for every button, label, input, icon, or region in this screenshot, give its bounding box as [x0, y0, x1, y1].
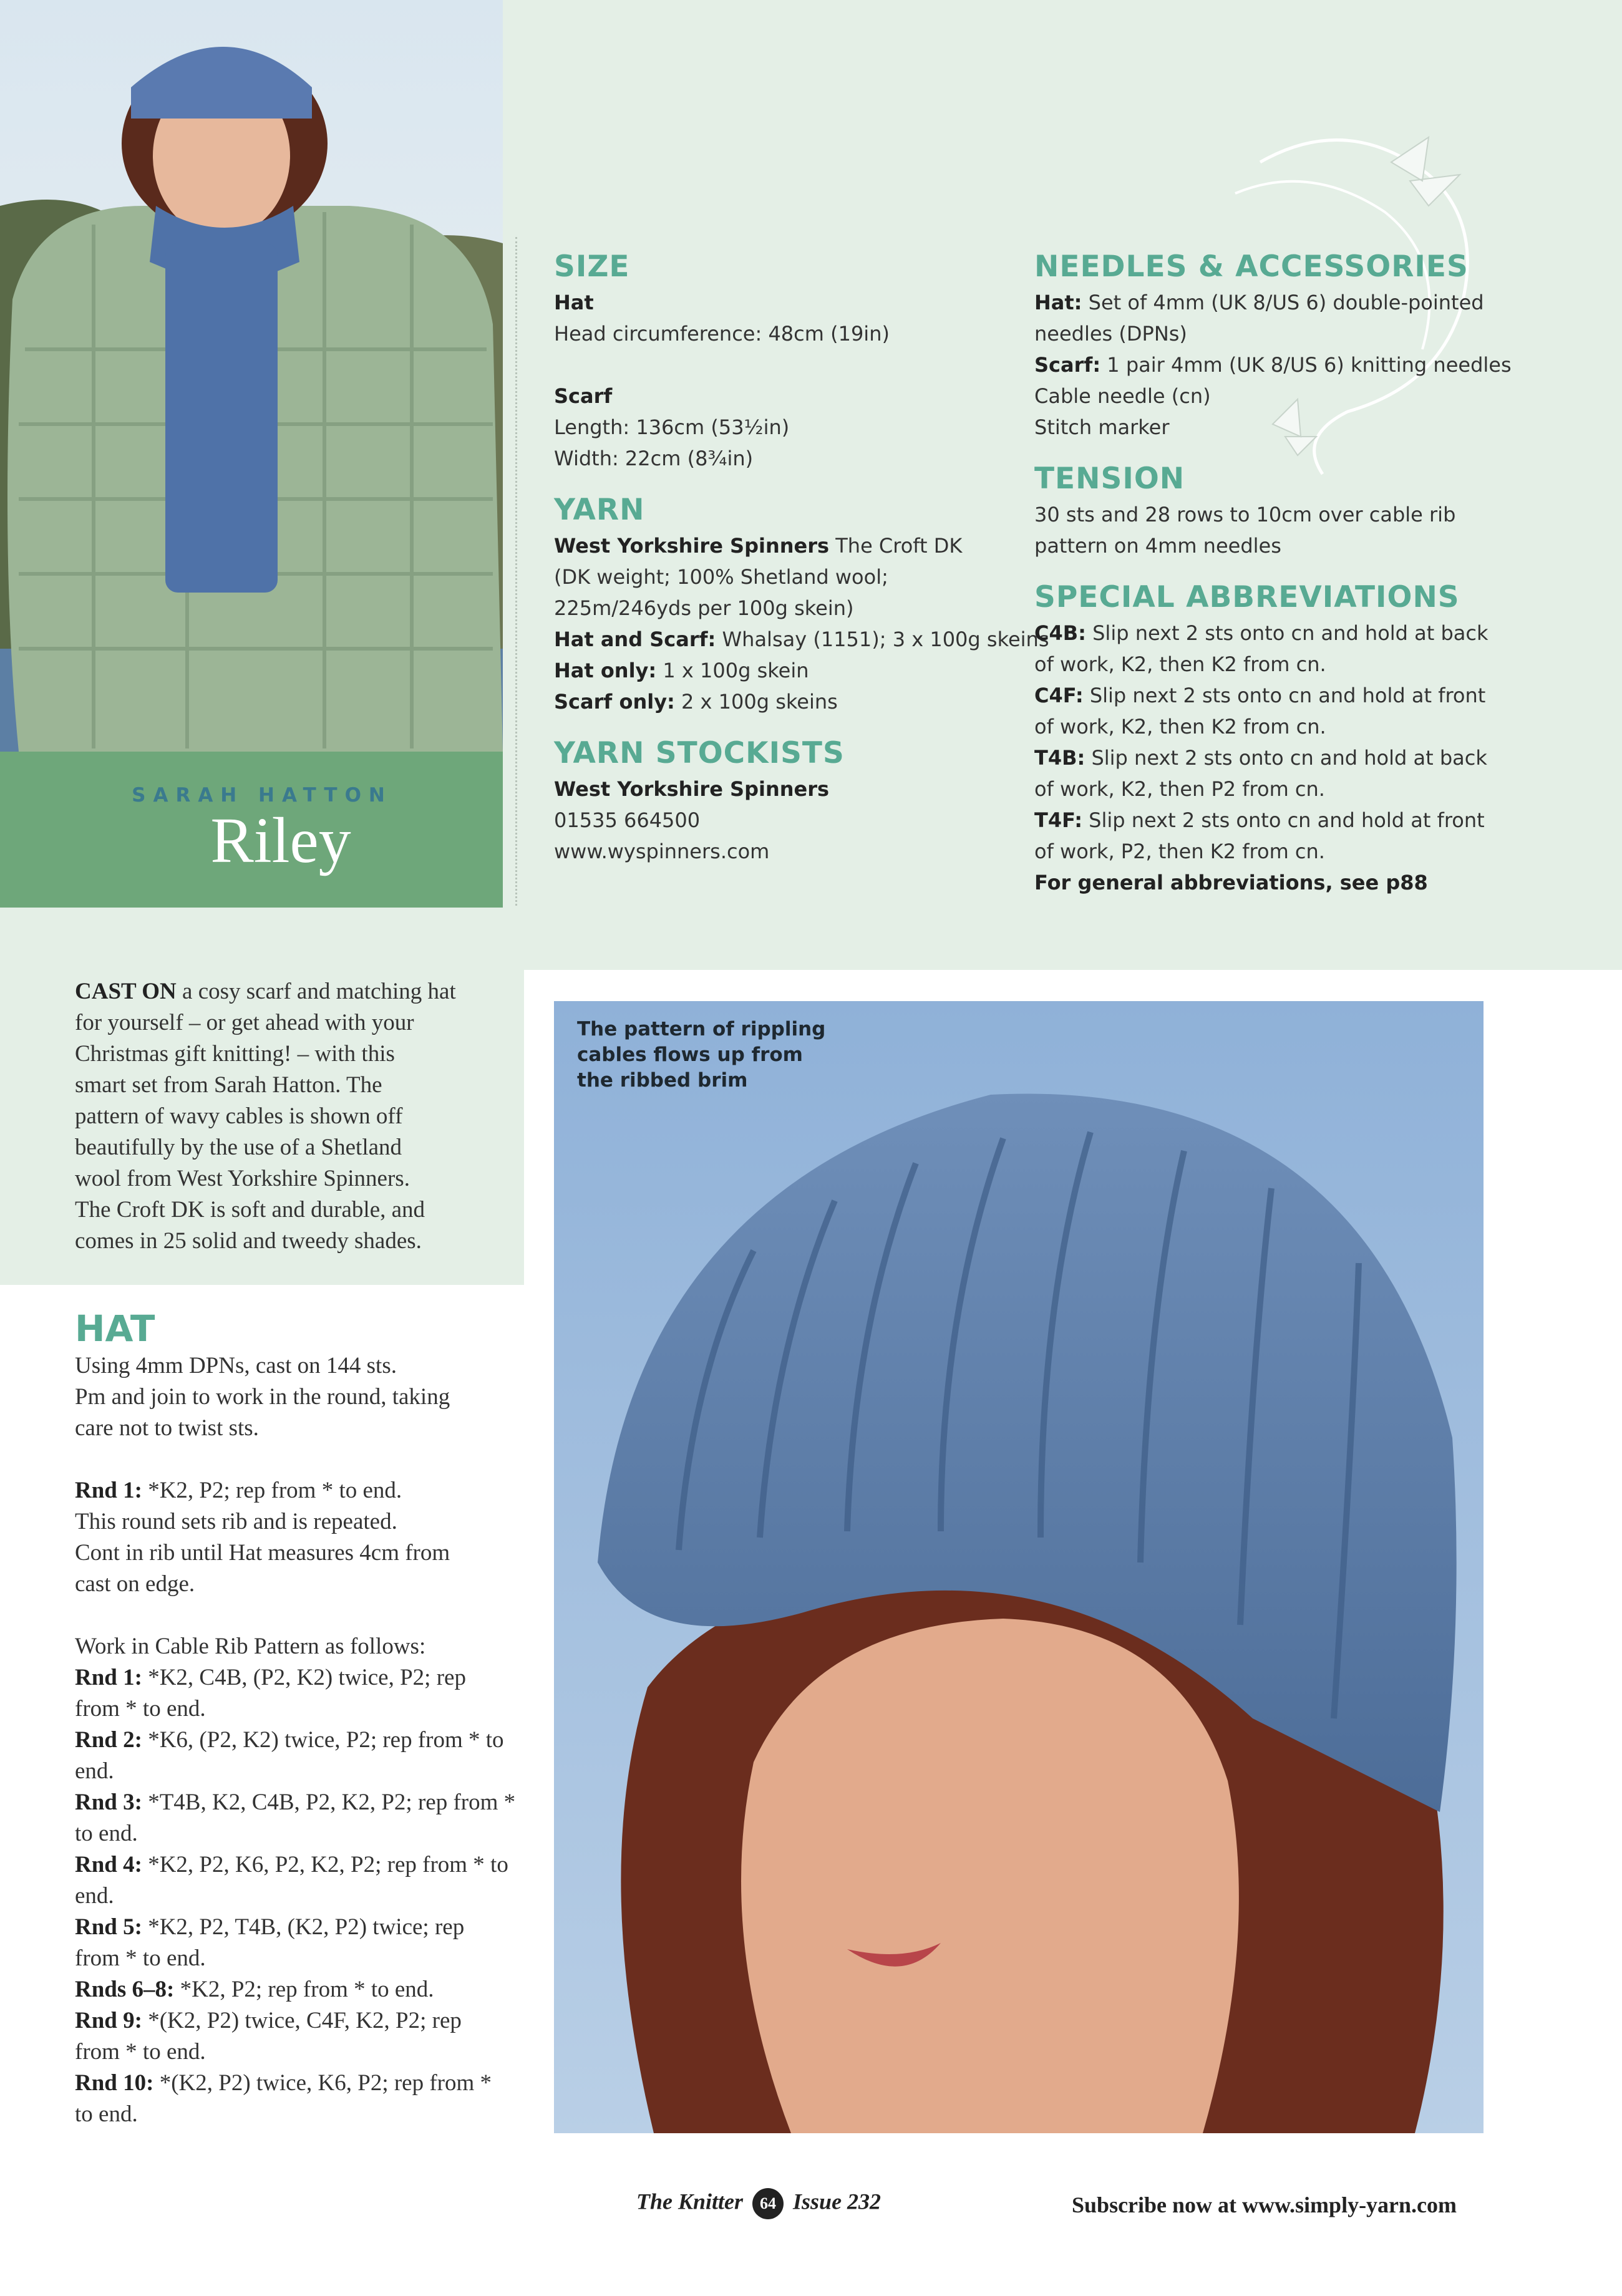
round-9-cont: from * to end. [75, 2039, 206, 2065]
intro-line: pattern of wavy cables is shown off [75, 1103, 403, 1129]
info-column-right [1034, 248, 1608, 898]
needles-cable: Cable needle (cn) [1034, 384, 1211, 408]
caption-line: the ribbed brim [577, 1069, 748, 1092]
round-1: Rnd 1: *K2, C4B, (P2, K2) twice, P2; rep [75, 1665, 466, 1690]
abbr-general-link: For general abbreviations, see p88 [1034, 871, 1428, 894]
hat-instructions [75, 1307, 530, 2130]
stockists-heading: YARN STOCKISTS [554, 736, 845, 770]
divider [515, 237, 517, 917]
intro-line: CAST ON a cosy scarf and matching hat [75, 979, 456, 1004]
size-hat-value: Head circumference: 48cm (19in) [554, 322, 890, 346]
round-3-cont: to end. [75, 1821, 138, 1846]
needles-heading: NEEDLES & ACCESSORIES [1034, 249, 1469, 284]
tension-line-1: 30 sts and 28 rows to 10cm over cable rib [1034, 503, 1456, 526]
size-heading: SIZE [554, 249, 630, 284]
yarn-weight: (DK weight; 100% Shetland wool; [554, 565, 888, 589]
abbr-t4b-cont: of work, K2, then P2 from cn. [1034, 777, 1325, 801]
instruction-line: Work in Cable Rib Pattern as follows: [75, 1634, 426, 1659]
needles-hat: Hat: Set of 4mm (UK 8/US 6) double-pointed [1034, 291, 1484, 314]
size-scarf-width: Width: 22cm (8¾in) [554, 447, 754, 470]
caption-line: cables flows up from [577, 1044, 803, 1066]
round-10-cont: to end. [75, 2101, 138, 2127]
instruction-line: care not to twist sts. [75, 1415, 259, 1441]
abbr-t4f: T4F: Slip next 2 sts onto cn and hold at front [1034, 808, 1485, 832]
size-hat-label: Hat [554, 291, 594, 314]
abbr-t4b: T4B: Slip next 2 sts onto cn and hold at back [1034, 746, 1487, 770]
abbr-c4b-cont: of work, K2, then K2 from cn. [1034, 652, 1326, 676]
yarn-hat-scarf: Hat and Scarf: Whalsay (1151); 3 x 100g skeins [554, 627, 1049, 651]
intro-line: Christmas gift knitting! – with this [75, 1041, 395, 1067]
info-column-left [554, 248, 1049, 867]
pattern-title: Riley [210, 805, 351, 876]
instruction-line: Rnd 1: *K2, P2; rep from * to end. [75, 1478, 402, 1503]
intro-line: wool from West Yorkshire Spinners. [75, 1166, 410, 1191]
round-4: Rnd 4: *K2, P2, K6, P2, K2, P2; rep from * to [75, 1852, 508, 1877]
needles-hat-cont: needles (DPNs) [1034, 322, 1187, 346]
round-1-cont: from * to end. [75, 1696, 206, 1722]
abbr-c4b: C4B: Slip next 2 sts onto cn and hold at back [1034, 621, 1488, 645]
subscribe-link[interactable]: Subscribe now at www.simply-yarn.com [1072, 2192, 1457, 2217]
yarn-heading: YARN [554, 493, 645, 527]
intro-line: The Croft DK is soft and durable, and [75, 1197, 425, 1223]
intro-line: comes in 25 solid and tweedy shades. [75, 1228, 422, 1254]
tension-line-2: pattern on 4mm needles [1034, 534, 1281, 558]
instruction-line: cast on edge. [75, 1571, 195, 1597]
abbreviations-heading: SPECIAL ABBREVIATIONS [1034, 580, 1460, 614]
rounds-6-8: Rnds 6–8: *K2, P2; rep from * to end. [75, 1977, 434, 2002]
needles-scarf: Scarf: 1 pair 4mm (UK 8/US 6) knitting needles [1034, 353, 1512, 377]
size-scarf-length: Length: 136cm (53½in) [554, 415, 790, 439]
issue-number: Issue 232 [793, 2189, 881, 2214]
round-5: Rnd 5: *K2, P2, T4B, (K2, P2) twice; rep [75, 1914, 465, 1940]
round-5-cont: from * to end. [75, 1945, 206, 1971]
photo-caption [577, 1017, 827, 1093]
model-photo [0, 0, 503, 752]
hat-heading: HAT [75, 1307, 155, 1350]
size-scarf-label: Scarf [554, 384, 613, 408]
tension-heading: TENSION [1034, 462, 1185, 496]
yarn-hat-only: Hat only: 1 x 100g skein [554, 659, 809, 682]
footer-magazine-info [636, 2188, 881, 2219]
instruction-line: This round sets rib and is repeated. [75, 1509, 397, 1534]
stockist-website: www.wyspinners.com [554, 840, 770, 863]
intro-line: smart set from Sarah Hatton. The [75, 1072, 382, 1098]
round-2: Rnd 2: *K6, (P2, K2) twice, P2; rep from * to [75, 1727, 504, 1753]
page-number: 64 [752, 2188, 784, 2219]
hat-closeup-photo [554, 1001, 1484, 2133]
round-9: Rnd 9: *(K2, P2) twice, C4F, K2, P2; rep [75, 2008, 462, 2033]
caption-line: The pattern of rippling [577, 1018, 826, 1040]
stockist-name: West Yorkshire Spinners [554, 777, 830, 801]
instruction-line: Pm and join to work in the round, taking [75, 1384, 450, 1410]
yarn-scarf-only: Scarf only: 2 x 100g skeins [554, 690, 838, 714]
round-10: Rnd 10: *(K2, P2) twice, K6, P2; rep from * [75, 2070, 492, 2096]
intro-text [75, 976, 512, 1257]
abbr-c4f: C4F: Slip next 2 sts onto cn and hold at front [1034, 684, 1486, 707]
needles-marker: Stitch marker [1034, 415, 1170, 439]
intro-line: beautifully by the use of a Shetland [75, 1135, 402, 1160]
magazine-name: The Knitter [636, 2189, 744, 2214]
round-2-cont: end. [75, 1758, 114, 1784]
yarn-name: West Yorkshire Spinners The Croft DK [554, 534, 963, 558]
round-4-cont: end. [75, 1883, 114, 1909]
intro-line: for yourself – or get ahead with your [75, 1010, 414, 1035]
yarn-length: 225m/246yds per 100g skein) [554, 596, 854, 620]
abbr-t4f-cont: of work, P2, then K2 from cn. [1034, 840, 1325, 863]
designer-byline: SARAH HATTON [132, 784, 392, 807]
abbr-c4f-cont: of work, K2, then K2 from cn. [1034, 715, 1326, 739]
round-3: Rnd 3: *T4B, K2, C4B, P2, K2, P2; rep from * [75, 1790, 516, 1815]
instruction-line: Using 4mm DPNs, cast on 144 sts. [75, 1353, 397, 1378]
stockist-phone: 01535 664500 [554, 808, 701, 832]
instruction-line: Cont in rib until Hat measures 4cm from [75, 1540, 450, 1566]
